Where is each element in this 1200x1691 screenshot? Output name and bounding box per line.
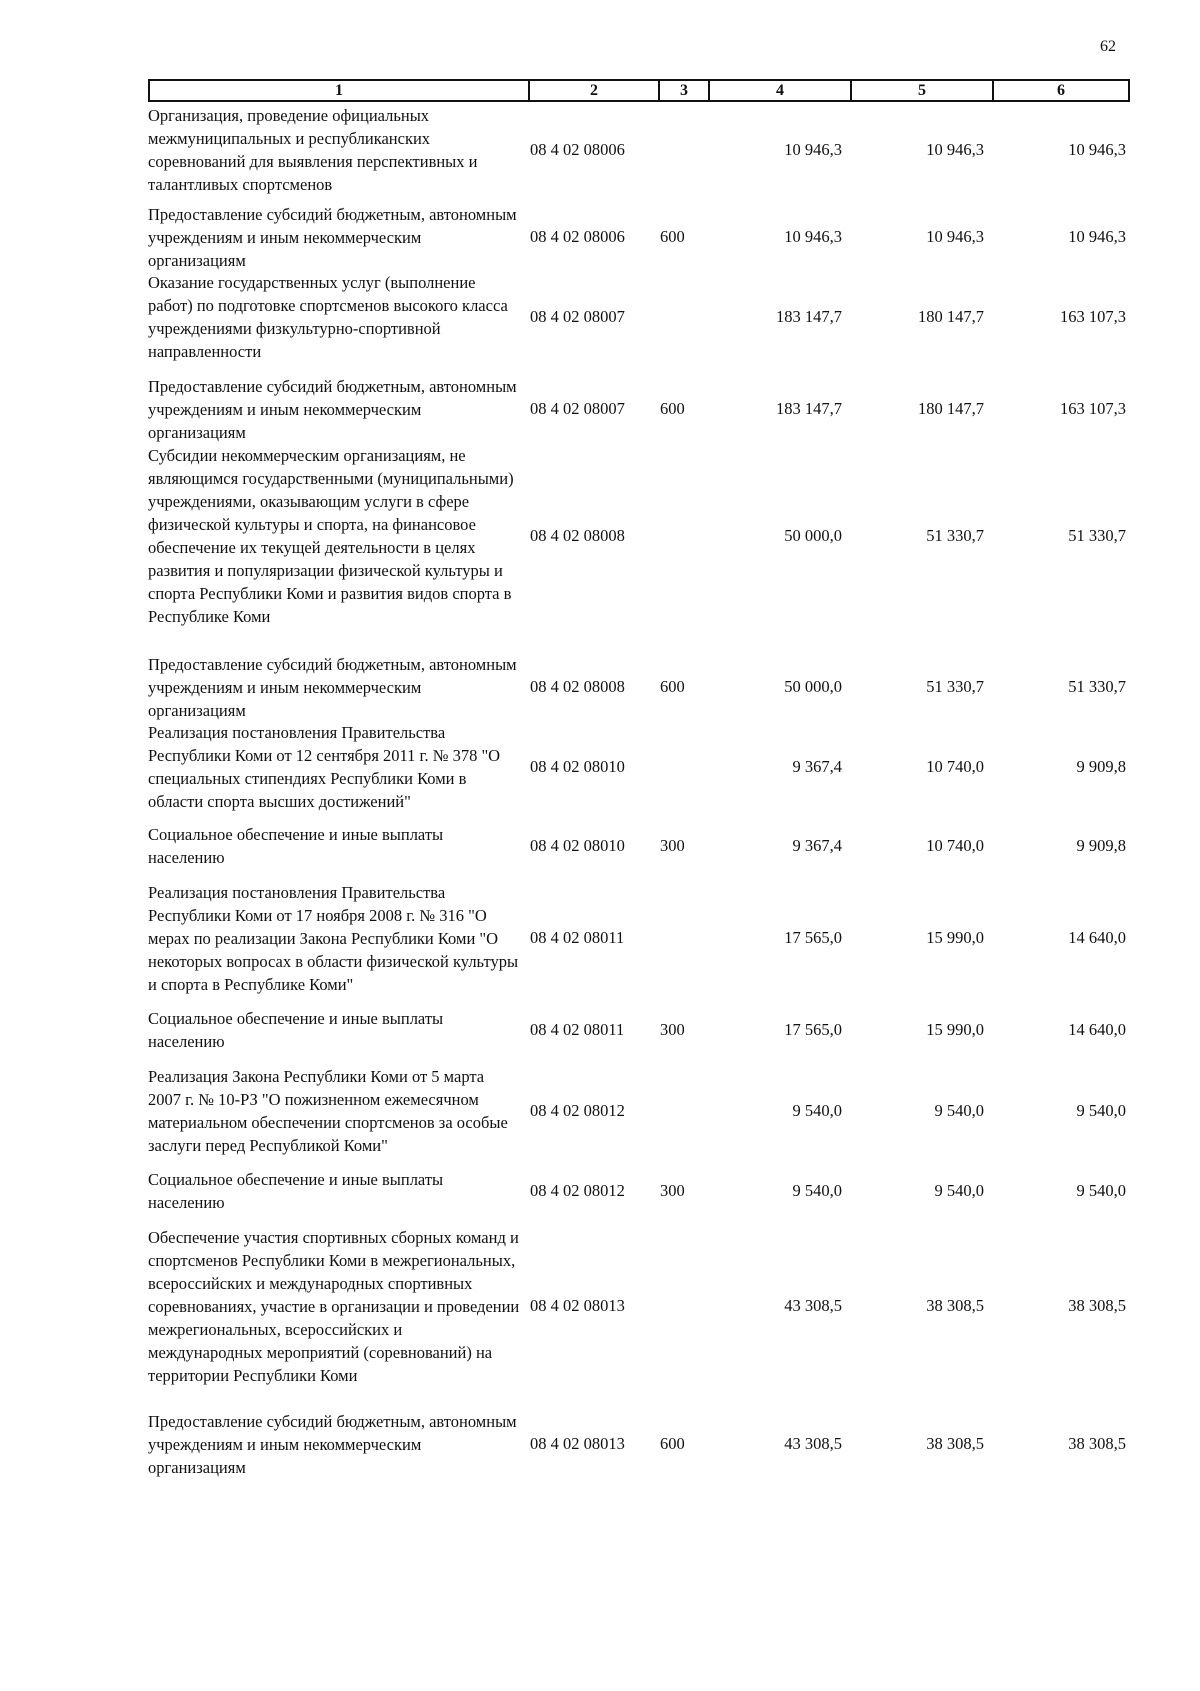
row-type: 600 <box>660 227 685 246</box>
row-value-col6: 9 909,8 <box>1076 836 1126 855</box>
row-value-col6: 51 330,7 <box>1068 526 1126 545</box>
table-row <box>0 104 1200 196</box>
row-value-col5: 10 740,0 <box>926 757 984 776</box>
row-code: 08 4 02 08007 <box>530 307 625 326</box>
table-row <box>0 443 1200 629</box>
row-value-col4: 10 946,3 <box>784 140 842 159</box>
row-code: 08 4 02 08013 <box>530 1296 625 1315</box>
row-code: 08 4 02 08008 <box>530 677 625 696</box>
row-value-col6: 38 308,5 <box>1068 1434 1126 1453</box>
row-value-col5: 15 990,0 <box>926 928 984 947</box>
header-col-4: 4 <box>710 81 852 100</box>
row-value-col6: 51 330,7 <box>1068 677 1126 696</box>
row-type: 300 <box>660 1181 685 1200</box>
header-col-3: 3 <box>660 81 710 100</box>
table-header <box>148 79 1130 102</box>
row-value-col5: 38 308,5 <box>926 1434 984 1453</box>
row-type: 300 <box>660 1020 685 1039</box>
row-name: Реализация постановления Правительства Республики Коми от 17 ноября 2008 г. № 316 "О мерах по реализации Закона Республики Коми "О некоторых вопросах в области физической культуры и спорта в Республике Коми" <box>148 882 519 994</box>
row-value-col4: 43 308,5 <box>784 1434 842 1453</box>
row-name: Предоставление субсидий бюджетным, автономным учреждениям и иным некоммерческим организациям <box>148 654 517 720</box>
table-row <box>0 1053 1200 1168</box>
row-name: Реализация постановления Правительства Республики Коми от 12 сентября 2011 г. № 378 "О специальных стипендиях Республики Коми в области спорта высших достижений" <box>148 723 501 811</box>
table-row <box>0 823 1200 869</box>
header-col-6: 6 <box>1057 82 1065 99</box>
row-value-col6: 9 540,0 <box>1076 1100 1126 1120</box>
row-value-col5: 10 740,0 <box>926 836 984 855</box>
row-value-col5: 10 946,3 <box>926 227 984 246</box>
row-value-col5: 38 308,5 <box>926 1296 984 1315</box>
row-value-col4: 17 565,0 <box>784 928 842 947</box>
row-code: 08 4 02 08012 <box>530 1100 625 1120</box>
row-name: Реализация Закона Республики Коми от 5 марта 2007 г. № 10-РЗ "О пожизненном ежемесячном материальном обеспечении спортсменов за особые заслуги перед Республикой Коми" <box>148 1066 508 1155</box>
table-row <box>0 1214 1200 1398</box>
table-row <box>0 203 1200 271</box>
row-value-col4: 9 540,0 <box>792 1100 842 1120</box>
row-value-col5: 10 946,3 <box>926 140 984 159</box>
row-value-col6: 14 640,0 <box>1068 1020 1126 1039</box>
row-name: Субсидии некоммерческим организациям, не являющимся государственными (муниципальными) учреждениями, оказывающим услуги в сфере физической культуры и спорта, на финансовое обеспечение их текущей деятельности в целях развития и популяризации физической культуры и спорта Республики Коми и развития видов спорта в Республике Коми <box>148 446 514 626</box>
row-value-col5: 51 330,7 <box>926 677 984 696</box>
table-row <box>0 1168 1200 1214</box>
row-code: 08 4 02 08008 <box>530 526 625 545</box>
row-code: 08 4 02 08006 <box>530 140 625 159</box>
row-value-col4: 17 565,0 <box>784 1020 842 1039</box>
row-name: Предоставление субсидий бюджетным, автономным учреждениям и иным некоммерческим организациям <box>148 1411 517 1477</box>
table-row <box>0 869 1200 1007</box>
row-value-col4: 50 000,0 <box>784 677 842 696</box>
row-name: Обеспечение участия спортивных сборных команд и спортсменов Республики Коми в межрегиональных, всероссийских и международных спортивных соревнованиях, участие в организации и проведении межрегиональных, всероссийских и международных мероприятий (соревнований) на территории Республики Коми <box>148 1227 520 1385</box>
row-value-col6: 163 107,3 <box>1060 399 1126 418</box>
row-value-col6: 10 946,3 <box>1068 140 1126 159</box>
table-row <box>0 653 1200 721</box>
row-name: Организация, проведение официальных межмуниципальных и республиканских соревнований для выявления перспективных и талантливых спортсменов <box>148 106 478 194</box>
header-col-2: 2 <box>530 81 660 100</box>
row-value-col6: 10 946,3 <box>1068 227 1126 246</box>
row-value-col5: 180 147,7 <box>918 307 984 326</box>
table-row <box>0 375 1200 443</box>
row-value-col4: 50 000,0 <box>784 526 842 545</box>
header-col-5: 5 <box>852 81 994 100</box>
row-code: 08 4 02 08013 <box>530 1434 625 1453</box>
row-name: Оказание государственных услуг (выполнение работ) по подготовке спортсменов высокого класса учреждениями физкультурно-спортивной направленности <box>148 273 508 361</box>
row-value-col4: 10 946,3 <box>784 227 842 246</box>
row-value-col6: 38 308,5 <box>1068 1296 1126 1315</box>
row-value-col5: 15 990,0 <box>926 1020 984 1039</box>
row-value-col5: 180 147,7 <box>918 399 984 418</box>
row-value-col6: 9 540,0 <box>1076 1181 1126 1200</box>
row-name: Предоставление субсидий бюджетным, автономным учреждениям и иным некоммерческим организациям <box>148 204 517 270</box>
row-type: 600 <box>660 399 685 418</box>
row-code: 08 4 02 08011 <box>530 1020 625 1039</box>
row-name: Социальное обеспечение и иные выплаты населению <box>148 825 444 867</box>
row-value-col6: 163 107,3 <box>1060 307 1126 326</box>
row-value-col5: 51 330,7 <box>926 526 984 545</box>
table-row <box>0 271 1200 363</box>
row-type: 300 <box>660 836 685 855</box>
row-value-col4: 9 367,4 <box>792 836 842 855</box>
row-value-col4: 183 147,7 <box>776 399 842 418</box>
row-code: 08 4 02 08012 <box>530 1181 625 1200</box>
row-code: 08 4 02 08007 <box>530 399 625 418</box>
row-code: 08 4 02 08010 <box>530 757 625 776</box>
row-value-col4: 9 540,0 <box>792 1181 842 1200</box>
row-type: 600 <box>660 677 685 696</box>
row-name: Предоставление субсидий бюджетным, автономным учреждениям и иным некоммерческим организациям <box>148 376 517 442</box>
table-row <box>0 1410 1200 1478</box>
row-code: 08 4 02 08006 <box>530 227 625 246</box>
row-value-col4: 183 147,7 <box>776 307 842 326</box>
row-value-col4: 43 308,5 <box>784 1296 842 1315</box>
row-type: 600 <box>660 1434 685 1453</box>
row-value-col5: 9 540,0 <box>934 1100 984 1120</box>
row-code: 08 4 02 08011 <box>530 928 625 947</box>
table-row <box>0 1007 1200 1053</box>
row-value-col4: 9 367,4 <box>792 757 842 776</box>
page-number: 62 <box>1100 38 1116 55</box>
row-value-col5: 9 540,0 <box>934 1181 984 1200</box>
table-row <box>0 721 1200 813</box>
row-name: Социальное обеспечение и иные выплаты населению <box>148 1009 444 1051</box>
row-name: Социальное обеспечение и иные выплаты населению <box>148 1170 444 1212</box>
row-value-col6: 14 640,0 <box>1068 928 1126 947</box>
header-col-1: 1 <box>150 81 530 100</box>
row-value-col6: 9 909,8 <box>1076 757 1126 776</box>
row-code: 08 4 02 08010 <box>530 836 625 855</box>
